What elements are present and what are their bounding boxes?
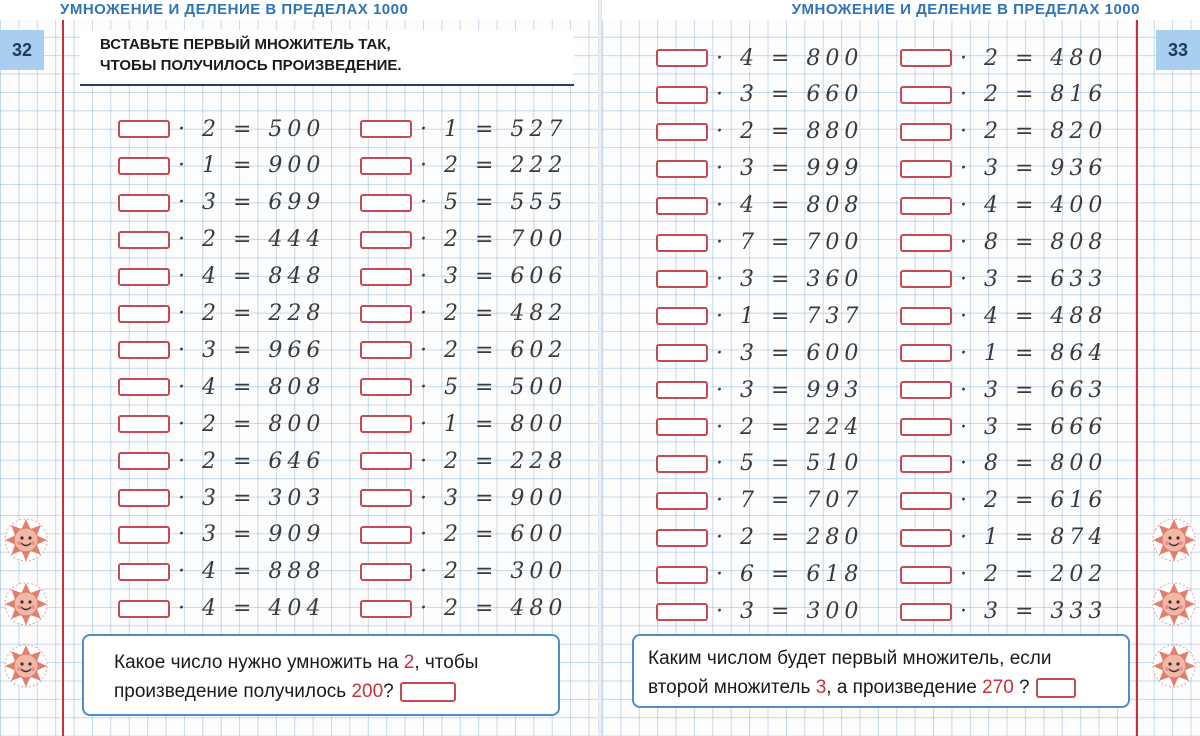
equation-text: · 3 = 966	[178, 337, 326, 363]
equation-text: · 1 = 900	[178, 153, 326, 179]
equation-row	[118, 337, 325, 363]
equation-row	[360, 227, 567, 253]
equation-row	[656, 525, 863, 551]
equation-row	[656, 193, 863, 219]
equation-row	[118, 374, 325, 400]
equation-row	[900, 303, 1107, 329]
equation-row	[656, 303, 863, 329]
answer-box[interactable]	[900, 492, 952, 510]
answer-box[interactable]	[900, 381, 952, 399]
answer-box[interactable]	[360, 378, 412, 396]
equation-row	[118, 153, 325, 179]
equation-row	[900, 451, 1107, 477]
answer-box[interactable]	[900, 234, 952, 252]
equation-text: · 2 = 202	[960, 562, 1108, 588]
equation-text: · 3 = 360	[716, 266, 864, 292]
equation-row	[656, 266, 863, 292]
equation-row	[360, 116, 567, 142]
equation-text: · 3 = 606	[420, 264, 568, 290]
answer-box[interactable]	[360, 120, 412, 138]
answer-box[interactable]	[656, 307, 708, 325]
answer-box[interactable]	[900, 418, 952, 436]
answer-box[interactable]	[656, 381, 708, 399]
problem-text: Какое число нужно умножить на	[114, 652, 404, 673]
equation-row	[900, 45, 1107, 71]
equation-row	[118, 190, 325, 216]
answer-box[interactable]	[900, 566, 952, 584]
equation-text: · 7 = 707	[716, 488, 864, 514]
problem-text: ?	[383, 681, 394, 702]
answer-box[interactable]	[360, 452, 412, 470]
equation-text: · 3 = 300	[716, 599, 864, 624]
equation-row	[360, 374, 567, 400]
answer-box[interactable]	[118, 120, 170, 138]
equation-row	[656, 156, 863, 182]
sun-face-icon	[4, 582, 48, 626]
equation-row	[656, 45, 863, 71]
equation-text: · 2 = 800	[178, 411, 326, 437]
answer-box[interactable]	[118, 600, 170, 618]
answer-box[interactable]	[118, 194, 170, 212]
equation-row	[900, 266, 1107, 292]
answer-box[interactable]	[118, 378, 170, 396]
answer-box[interactable]	[900, 270, 952, 288]
answer-box[interactable]	[656, 160, 708, 178]
equation-row	[118, 116, 325, 142]
sun-face-icon	[1152, 644, 1196, 688]
answer-box[interactable]	[360, 600, 412, 618]
answer-box[interactable]	[360, 231, 412, 249]
equation-text: · 1 = 527	[420, 116, 568, 142]
equation-text: · 2 = 224	[716, 414, 864, 440]
equation-row	[656, 562, 863, 588]
problem-number: 200	[351, 681, 384, 702]
equation-text: · 3 = 663	[960, 377, 1108, 403]
answer-box[interactable]	[900, 344, 952, 362]
equation-text: · 4 = 400	[960, 193, 1108, 219]
right-page	[602, 0, 1200, 736]
answer-box[interactable]	[900, 455, 952, 473]
margin-line	[1136, 20, 1138, 736]
answer-box[interactable]	[900, 123, 952, 141]
equation-text: · 2 = 500	[178, 116, 326, 142]
equation-text: · 2 = 480	[420, 596, 568, 622]
equation-text: · 2 = 700	[420, 227, 568, 253]
problem-text: Каким числом будет первый множитель, если	[648, 648, 1052, 669]
equation-row	[900, 414, 1107, 440]
equation-row	[900, 562, 1107, 588]
equation-text: · 1 = 737	[716, 303, 864, 329]
problem-text: ?	[1013, 677, 1030, 698]
problem-number: 270	[982, 677, 1014, 698]
equation-row	[118, 264, 325, 290]
answer-box[interactable]	[118, 268, 170, 286]
equation-text: · 4 = 808	[716, 193, 864, 219]
answer-box[interactable]	[656, 86, 708, 104]
equation-text: · 8 = 800	[960, 451, 1108, 477]
equation-row	[656, 377, 863, 403]
equation-text: · 3 = 699	[178, 190, 326, 216]
answer-box[interactable]	[118, 231, 170, 249]
equation-row	[360, 264, 567, 290]
answer-box[interactable]	[118, 305, 170, 323]
equation-row	[900, 193, 1107, 219]
sun-face-icon	[1152, 518, 1196, 562]
equation-text: · 5 = 500	[420, 374, 568, 400]
equation-text: · 2 = 602	[420, 337, 568, 363]
answer-box[interactable]	[118, 415, 170, 433]
equation-row	[656, 599, 863, 625]
answer-box[interactable]	[900, 529, 952, 547]
equation-text: · 5 = 510	[716, 451, 864, 477]
answer-box[interactable]	[118, 452, 170, 470]
answer-box[interactable]	[360, 305, 412, 323]
equation-row	[360, 522, 567, 548]
equation-row	[656, 414, 863, 440]
equation-row	[118, 301, 325, 327]
equation-text: · 2 = 280	[716, 525, 864, 551]
equation-row	[118, 559, 325, 585]
word-problem	[82, 634, 560, 716]
equation-text: · 2 = 228	[420, 448, 568, 474]
answer-box[interactable]	[900, 160, 952, 178]
equation-row	[656, 119, 863, 145]
equation-row	[360, 301, 567, 327]
equation-text: · 3 = 900	[420, 485, 568, 511]
equation-row	[656, 82, 863, 108]
sun-face-icon	[4, 518, 48, 562]
sun-face-icon	[1152, 582, 1196, 626]
answer-box[interactable]	[656, 197, 708, 215]
answer-box[interactable]	[656, 418, 708, 436]
answer-box[interactable]	[400, 682, 456, 702]
answer-box[interactable]	[656, 344, 708, 362]
equation-text: · 2 = 222	[420, 153, 568, 179]
answer-box[interactable]	[656, 234, 708, 252]
problem-text: , чтобы	[414, 652, 479, 673]
answer-box[interactable]	[900, 603, 952, 621]
margin-line	[62, 20, 64, 736]
equation-text: · 3 = 303	[178, 485, 326, 511]
equation-row	[118, 596, 325, 622]
answer-box[interactable]	[360, 563, 412, 581]
answer-box[interactable]	[118, 563, 170, 581]
answer-box[interactable]	[1036, 678, 1076, 698]
answer-box[interactable]	[900, 307, 952, 325]
problem-text: произведение получилось	[114, 681, 352, 702]
equation-row	[656, 488, 863, 514]
equation-text: · 3 = 936	[960, 156, 1108, 182]
equation-row	[900, 525, 1107, 551]
answer-box[interactable]	[656, 492, 708, 510]
equation-row	[118, 227, 325, 253]
equation-row	[656, 451, 863, 477]
answer-box[interactable]	[360, 268, 412, 286]
answer-box[interactable]	[656, 566, 708, 584]
equation-row	[360, 559, 567, 585]
answer-box[interactable]	[656, 123, 708, 141]
equation-text: · 4 = 404	[178, 596, 326, 622]
equation-text: · 2 = 646	[178, 448, 326, 474]
equation-text: · 2 = 616	[960, 488, 1108, 514]
equation-row	[360, 190, 567, 216]
equation-text: · 4 = 848	[178, 264, 326, 290]
equation-row	[360, 153, 567, 179]
answer-box[interactable]	[656, 455, 708, 473]
word-problem	[632, 634, 1130, 708]
instruction	[80, 30, 574, 86]
answer-box[interactable]	[900, 197, 952, 215]
problem-number: 3	[815, 677, 827, 698]
problem-text: , а произведение	[826, 677, 983, 698]
instruction-line: ЧТОБЫ ПОЛУЧИЛОСЬ ПРОИЗВЕДЕНИЕ.	[100, 57, 402, 74]
equation-row	[118, 411, 325, 437]
answer-box[interactable]	[118, 489, 170, 507]
equation-row	[900, 82, 1107, 108]
equation-row	[900, 119, 1107, 145]
equation-text: · 2 = 880	[716, 119, 864, 145]
equation-text: · 3 = 633	[960, 266, 1108, 292]
equation-row	[360, 337, 567, 363]
equation-text: · 8 = 808	[960, 230, 1108, 255]
equation-text: · 3 = 909	[178, 522, 326, 548]
equation-text: · 2 = 228	[178, 301, 326, 326]
equation-text: · 4 = 488	[960, 303, 1108, 329]
equation-text: · 5 = 555	[420, 190, 568, 216]
answer-box[interactable]	[656, 529, 708, 547]
answer-box[interactable]	[656, 603, 708, 621]
equation-text: · 4 = 808	[178, 374, 326, 400]
answer-box[interactable]	[360, 157, 412, 175]
sun-face-icon	[4, 644, 48, 688]
equation-row	[360, 596, 567, 622]
equation-text: · 4 = 800	[716, 45, 864, 71]
answer-box[interactable]	[900, 49, 952, 67]
answer-box[interactable]	[360, 341, 412, 359]
equation-text: · 3 = 993	[716, 377, 864, 403]
equation-text: · 2 = 820	[960, 119, 1108, 145]
equation-text: · 3 = 660	[716, 82, 864, 108]
instruction-line: ВСТАВЬТЕ ПЕРВЫЙ МНОЖИТЕЛЬ ТАК,	[100, 36, 391, 53]
equation-row	[360, 485, 567, 511]
equation-row	[656, 230, 863, 256]
equation-text: · 3 = 999	[716, 156, 864, 182]
answer-box[interactable]	[360, 526, 412, 544]
page-number: 33	[1156, 30, 1200, 70]
equation-row	[118, 448, 325, 474]
equation-text: · 2 = 480	[960, 45, 1108, 71]
equation-row	[900, 377, 1107, 403]
equation-text: · 1 = 800	[420, 411, 568, 437]
equation-text: · 2 = 300	[420, 559, 568, 585]
equation-text: · 4 = 888	[178, 559, 326, 585]
equation-text: · 1 = 864	[960, 340, 1108, 366]
answer-box[interactable]	[900, 86, 952, 104]
equation-row	[360, 411, 567, 437]
equation-text: · 2 = 600	[420, 522, 568, 548]
answer-box[interactable]	[118, 341, 170, 359]
equation-text: · 2 = 816	[960, 82, 1108, 108]
equation-text: · 6 = 618	[716, 562, 864, 588]
equation-text: · 3 = 333	[960, 599, 1108, 624]
equation-text: · 2 = 444	[178, 227, 326, 253]
answer-box[interactable]	[656, 49, 708, 67]
section-title: УМНОЖЕНИЕ И ДЕЛЕНИЕ В ПРЕДЕЛАХ 1000	[791, 1, 1140, 18]
answer-box[interactable]	[360, 489, 412, 507]
equation-row	[900, 599, 1107, 625]
page-number: 32	[0, 30, 44, 70]
equation-row	[900, 488, 1107, 514]
equation-row	[656, 340, 863, 366]
equation-row	[118, 522, 325, 548]
answer-box[interactable]	[656, 270, 708, 288]
equation-text: · 1 = 874	[960, 525, 1108, 551]
equation-row	[900, 230, 1107, 256]
equation-text: · 3 = 600	[716, 340, 864, 366]
equation-row	[900, 340, 1107, 366]
equation-text: · 2 = 482	[420, 301, 568, 326]
section-title: УМНОЖЕНИЕ И ДЕЛЕНИЕ В ПРЕДЕЛАХ 1000	[60, 1, 409, 18]
answer-box[interactable]	[118, 526, 170, 544]
answer-box[interactable]	[360, 415, 412, 433]
equation-row	[360, 448, 567, 474]
problem-number: 2	[403, 652, 415, 673]
equation-text: · 3 = 666	[960, 414, 1108, 440]
equation-row	[900, 156, 1107, 182]
answer-box[interactable]	[360, 194, 412, 212]
answer-box[interactable]	[118, 157, 170, 175]
left-page	[0, 0, 598, 736]
equation-row	[118, 485, 325, 511]
equation-text: · 7 = 700	[716, 230, 864, 255]
problem-text: второй множитель	[648, 677, 816, 698]
